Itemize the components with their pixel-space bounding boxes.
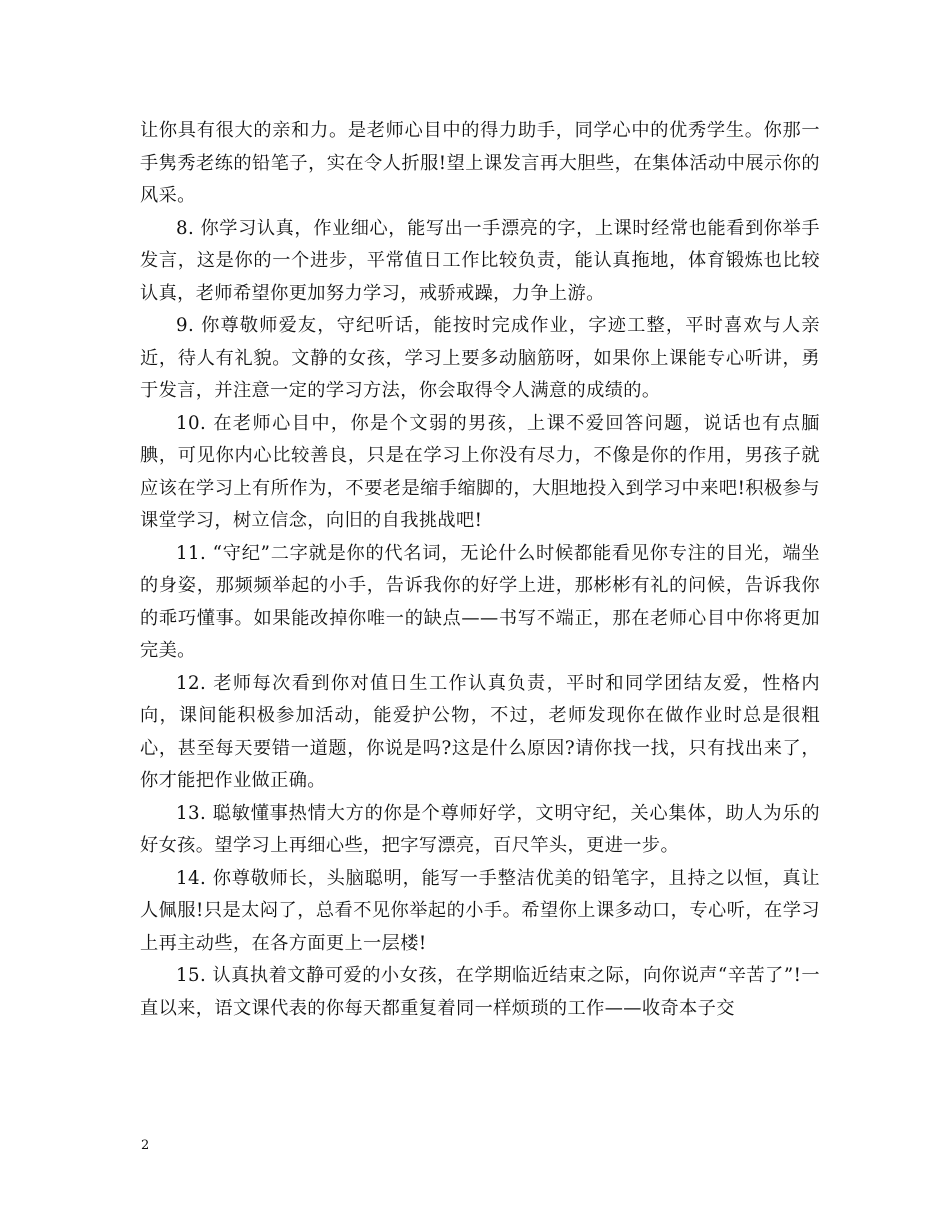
page-number: 2 <box>141 1138 150 1153</box>
paragraph-item-9: 9. 你尊敬师爱友，守纪听话，能按时完成作业，字迹工整，平时喜欢与人亲近，待人有礼貌。文静的女孩，学习上要多动脑筋呀，如果你上课能专心听讲，勇于发言，并注意一定的学习方法，你会取得令人满意的成绩的。 <box>140 315 820 401</box>
document-body <box>140 115 820 1025</box>
paragraph-item-12: 12. 老师每次看到你对值日生工作认真负责，平时和同学团结友爱，性格内向，课间能积极参加活动，能爱护公物，不过，老师发现你在做作业时总是很粗心，甚至每天要错一道题，你说是吗?这是什么原因?请你找一找，只有找出来了，你才能把作业做正确。 <box>140 672 820 791</box>
paragraph-item-8: 8. 你学习认真，作业细心，能写出一手漂亮的字，上课时经常也能看到你举手发言，这是你的一个进步，平常值日工作比较负责，能认真拖地，体育锻炼也比较认真，老师希望你更加努力学习，戒骄戒躁，力争上游。 <box>140 217 820 304</box>
paragraph-item-13: 13. 聪敏懂事热情大方的你是个尊师好学，文明守纪，关心集体，助人为乐的好女孩。望学习上再细心些，把字写漂亮，百尺竿头，更进一步。 <box>140 802 820 856</box>
paragraph-item-10: 10. 在老师心目中，你是个文弱的男孩，上课不爱回答问题，说话也有点腼腆，可见你内心比较善良，只是在学习上你没有尽力，不像是你的作用，男孩子就应该在学习上有所作为，不要老是缩手缩脚的，大胆地投入到学习中来吧!积极参与课堂学习，树立信念，向旧的自我挑战吧! <box>140 412 820 531</box>
paragraph-item-15: 15. 认真执着文静可爱的小女孩，在学期临近结束之际，向你说声“辛苦了”!一直以来，语文课代表的你每天都重复着同一样烦琐的工作——收奇本子交 <box>140 965 820 1019</box>
paragraph-item-11: 11. “守纪”二字就是你的代名词，无论什么时候都能看见你专注的目光，端坐的身姿，那频频举起的小手，告诉我你的好学上进，那彬彬有礼的问候，告诉我你的乖巧懂事。如果能改掉你唯一的缺点——书写不端正，那在老师心目中你将更加完美。 <box>140 542 820 661</box>
paragraph-item-14: 14. 你尊敬师长，头脑聪明，能写一手整洁优美的铅笔字，且持之以恒，真让人佩服!只是太闷了，总看不见你举起的小手。希望你上课多动口，专心听，在学习上再主动些，在各方面更上一层楼! <box>140 867 820 954</box>
paragraph-continuation: 让你具有很大的亲和力。是老师心目中的得力助手，同学心中的优秀学生。你那一手隽秀老练的铅笔子，实在令人折服!望上课发言再大胆些，在集体活动中展示你的风采。 <box>140 120 820 206</box>
